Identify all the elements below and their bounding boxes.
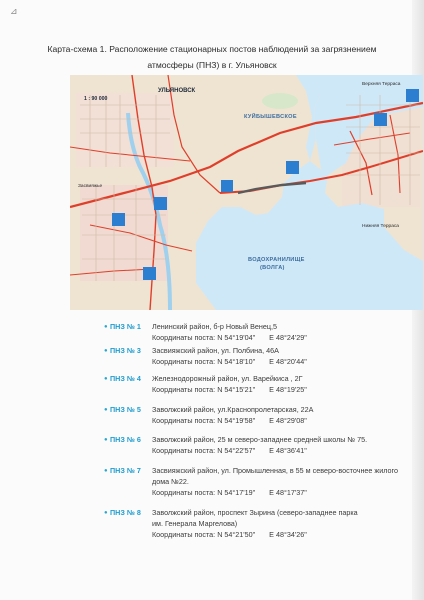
city-label: УЛЬЯНОВСК [158, 88, 196, 94]
station-coordinates: Координаты поста: N 54°19'04" E 48°24'29" [152, 333, 307, 342]
station-id: ПНЗ № 8 [110, 508, 141, 517]
station-address: Заволжский район, ул.Краснопролетарская, 22А [152, 405, 314, 414]
station-address: Заволжский район, проспект Зырина (северо-западнее парка [152, 508, 358, 517]
district-label: Верхняя Терраса [362, 82, 401, 87]
station-address: Заволжский район, 25 м северо-западнее средней школы № 75. [152, 435, 368, 444]
station-coordinates: Координаты поста: N 54°22'57" E 48°36'41" [152, 446, 307, 455]
station-id: ПНЗ № 5 [110, 405, 141, 414]
district-label: Нижняя Терраса [362, 224, 399, 229]
station-marker [154, 197, 167, 210]
district-label: Засвияжье [78, 184, 103, 189]
park-area [262, 93, 298, 109]
station-marker [112, 213, 125, 226]
reservoir-label-bottom: ВОДОХРАНИЛИЩЕ [248, 257, 305, 263]
station-marker [286, 161, 299, 174]
bullet-icon: ● [104, 437, 108, 443]
station-coordinates: Координаты поста: N 54°18'10" E 48°20'44" [152, 357, 307, 366]
station-id: ПНЗ № 7 [110, 466, 141, 475]
map-title-line-1: Карта-схема 1. Расположение стационарных постов наблюдений за загрязнением [47, 44, 377, 54]
station-marker [406, 89, 419, 102]
map-title-line-2: атмосферы (ПНЗ) в г. Ульяновск [147, 60, 277, 70]
station-id: ПНЗ № 1 [110, 322, 141, 331]
station-address: Засвияжский район, ул. Полбина, 46А [152, 346, 279, 355]
bullet-icon: ● [104, 510, 108, 516]
station-address-line-2: им. Генерала Маргелова) [152, 519, 238, 528]
station-coordinates: Координаты поста: N 54°19'58" E 48°29'08" [152, 416, 307, 425]
station-address: Железнодорожный район, ул. Варейкиса , 2Г [152, 374, 303, 383]
bullet-icon: ● [104, 376, 108, 382]
reservoir-label-top: КУЙБЫШЕВСКОЕ [244, 114, 297, 120]
corner-mark: ⊿ [10, 6, 18, 16]
station-address-line-2: дома №22. [152, 477, 189, 486]
bullet-icon: ● [104, 324, 108, 330]
station-id: ПНЗ № 3 [110, 346, 141, 355]
bullet-icon: ● [104, 348, 108, 354]
residential-block [76, 93, 174, 167]
station-coordinates: Координаты поста: N 54°15'21" E 48°19'25" [152, 385, 307, 394]
station-address: Засвияжский район, ул. Промышленная, в 55 м северо-восточнее жилого [152, 466, 398, 475]
station-marker [143, 267, 156, 280]
bullet-icon: ● [104, 407, 108, 413]
station-id: ПНЗ № 6 [110, 435, 141, 444]
station-coordinates: Координаты поста: N 54°21'50" E 48°34'26" [152, 530, 307, 539]
city-map [70, 75, 423, 310]
map-scale: 1 : 90 000 [84, 96, 108, 102]
station-id: ПНЗ № 4 [110, 374, 141, 383]
station-coordinates: Координаты поста: N 54°17'19" E 48°17'37" [152, 488, 307, 497]
bullet-icon: ● [104, 468, 108, 474]
station-marker [374, 113, 387, 126]
reservoir-label-volga: (ВОЛГА) [260, 265, 285, 271]
station-address: Ленинский район, б-р Новый Венец,5 [152, 322, 277, 331]
station-marker [221, 180, 233, 192]
map-canvas [70, 75, 423, 310]
